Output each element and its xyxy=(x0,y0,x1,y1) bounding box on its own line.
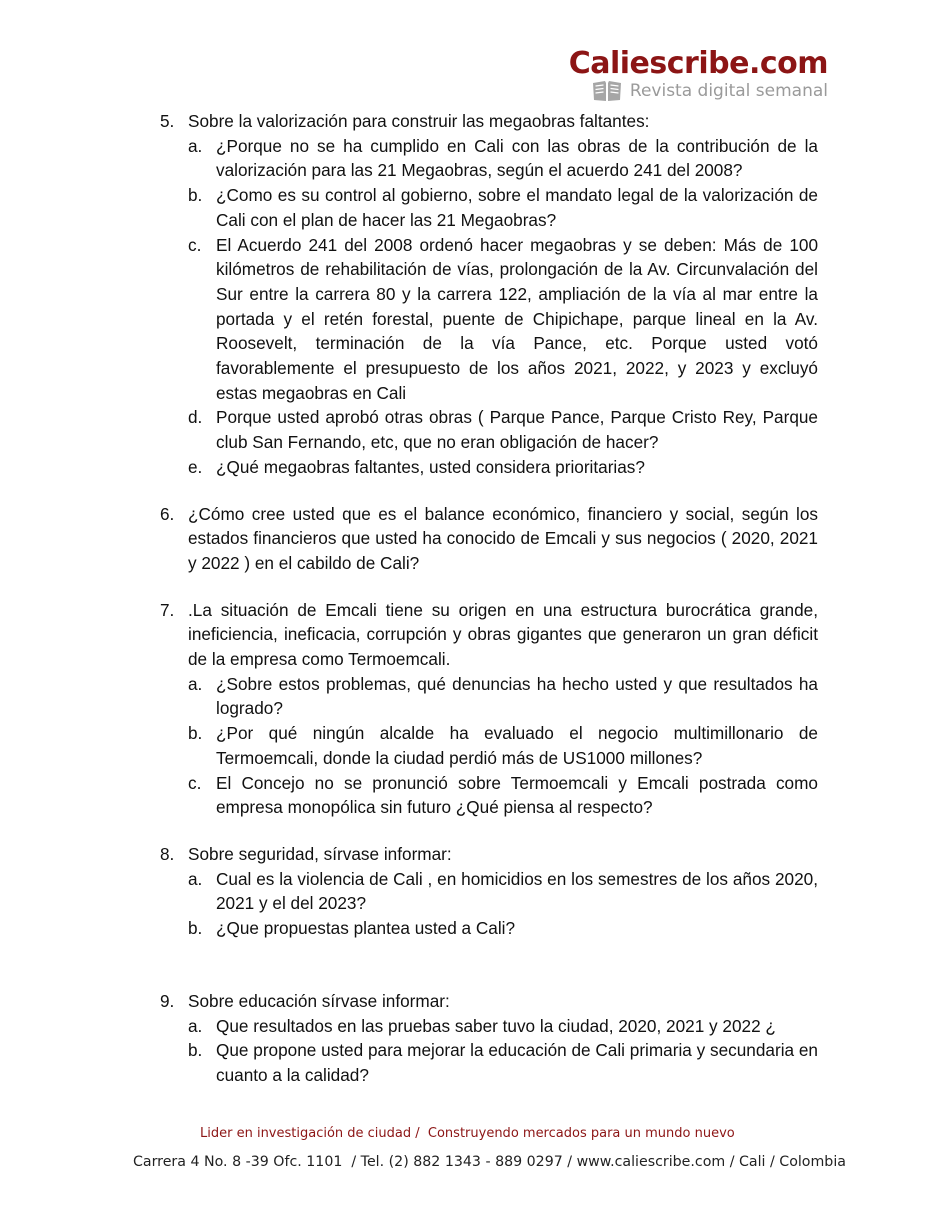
sub-item xyxy=(160,405,818,454)
tagline-row xyxy=(569,80,828,102)
sub-item xyxy=(160,183,818,232)
sub-item xyxy=(160,771,818,820)
question-text: Sobre educación sírvase informar: xyxy=(188,990,450,1011)
sub-item-text: ¿Por qué ningún alcalde ha evaluado el negocio multimillonario de Termoemcali, donde la ciudad perdió más de US1000 millones? xyxy=(216,723,818,768)
sub-item-text: El Concejo no se pronunció sobre Termoemcali y Emcali postrada como empresa monopólica sin futuro ¿Qué piensa al respecto? xyxy=(216,772,818,818)
question-text: .La situación de Emcali tiene su origen en una estructura burocrática grande, ineficiencia, ineficacia, corrupción y obras gigantes que generaron un gran déficit de la empresa como Termoemcali. xyxy=(188,599,818,670)
questionnaire xyxy=(160,109,818,1088)
sub-item-text: ¿Como es su control al gobierno, sobre el mandato legal de la valorización de Cali con el plan de hacer las 21 Megaobras? xyxy=(216,185,818,230)
question-text: Sobre seguridad, sírvase informar: xyxy=(188,843,452,864)
sub-item-letter: b. xyxy=(188,918,203,939)
sub-item-letter: a. xyxy=(188,673,203,694)
sub-item xyxy=(160,1014,818,1039)
sub-item-text: Porque usted aprobó otras obras ( Parque Pance, Parque Cristo Rey, Parque club San Fernando, etc, que no eran obligación de hacer? xyxy=(216,407,818,453)
masthead-logo xyxy=(569,46,828,102)
question-text: ¿Cómo cree usted que es el balance económico, financiero y social, según los estados financieros que usted ha conocido de Emcali y sus negocios ( 2020, 2021 y 2022 ) en el cabildo de Cali? xyxy=(188,503,818,573)
sub-item xyxy=(160,672,818,721)
tagline: Revista digital semanal xyxy=(629,81,828,101)
sub-item-letter: b. xyxy=(188,723,203,744)
sub-item-letter: a. xyxy=(188,868,203,889)
sub-item-text: ¿Qué megaobras faltantes, usted considera prioritarias? xyxy=(216,456,645,477)
sub-item-text: ¿Que propuestas plantea usted a Cali? xyxy=(216,918,516,939)
question-number: 5. xyxy=(160,111,175,131)
sub-item xyxy=(160,721,818,770)
sub-item xyxy=(160,134,818,183)
spacer xyxy=(160,820,818,842)
question-number: 7. xyxy=(160,599,175,620)
sub-item xyxy=(160,455,818,480)
sub-item xyxy=(160,867,818,916)
sub-item-text: ¿Sobre estos problemas, qué denuncias ha hecho usted y que resultados ha logrado? xyxy=(216,673,818,719)
sub-item xyxy=(160,233,818,406)
question-number: 8. xyxy=(160,843,175,864)
sub-item-letter: c. xyxy=(188,234,202,255)
question-number: 6. xyxy=(160,503,175,524)
sub-item-text: Cual es la violencia de Cali , en homicidios en los semestres de los años 2020, 2021 y el del 2023? xyxy=(216,868,818,914)
sub-item-text: El Acuerdo 241 del 2008 ordenó hacer megaobras y se deben: Más de 100 kilómetros de rehabilitación de vías, prolongación de la Av. Circunvalación del Sur entre la carrera 80 y la carrera 122, ampliación de la vía al mar entre la portada y el retén forestal, puente de Chipichape, parque lineal en la Av. Roosevelt, terminación de la vía Pance, etc. Porque usted votó favorablemente el presupuesto de los años 2021, 2022, y 2023 y excluyó estas megaobras en Cali xyxy=(216,234,818,403)
question-8 xyxy=(160,842,818,867)
sub-item-text: ¿Porque no se ha cumplido en Cali con las obras de la contribución de la valorización para las 21 Megaobras, según el acuerdo 241 del 2008? xyxy=(216,135,818,181)
question-5 xyxy=(160,109,818,134)
spacer xyxy=(160,480,818,502)
sub-item-letter: a. xyxy=(188,135,203,156)
spacer xyxy=(160,941,818,989)
footer-contact: Carrera 4 No. 8 -39 Ofc. 1101 / Tel. (2) 882 1343 - 889 0297 / www.caliescribe.com / Cali / Colombia xyxy=(133,1154,846,1170)
sub-item xyxy=(160,1038,818,1087)
brand-name: Caliescribe.com xyxy=(568,46,828,81)
question-9 xyxy=(160,989,818,1014)
sub-item-letter: b. xyxy=(188,1040,203,1061)
sub-item-letter: d. xyxy=(188,407,203,428)
question-number: 9. xyxy=(160,990,175,1011)
sub-item-letter: c. xyxy=(188,772,202,793)
sub-item-letter: b. xyxy=(188,185,203,206)
footer-slogan: Lider en investigación de ciudad / Construyendo mercados para un mundo nuevo xyxy=(200,1126,735,1141)
question-7 xyxy=(160,598,818,672)
question-6 xyxy=(160,502,818,576)
sub-item-text: Que resultados en las pruebas saber tuvo la ciudad, 2020, 2021 y 2022 ¿ xyxy=(216,1015,776,1036)
open-book-icon xyxy=(592,80,622,102)
question-text: Sobre la valorización para construir las megaobras faltantes: xyxy=(188,111,650,131)
spacer xyxy=(160,576,818,598)
sub-item-letter: e. xyxy=(188,456,203,477)
sub-item xyxy=(160,916,818,941)
sub-item-text: Que propone usted para mejorar la educación de Cali primaria y secundaria en cuanto a la calidad? xyxy=(216,1040,818,1085)
sub-item-letter: a. xyxy=(188,1015,203,1036)
